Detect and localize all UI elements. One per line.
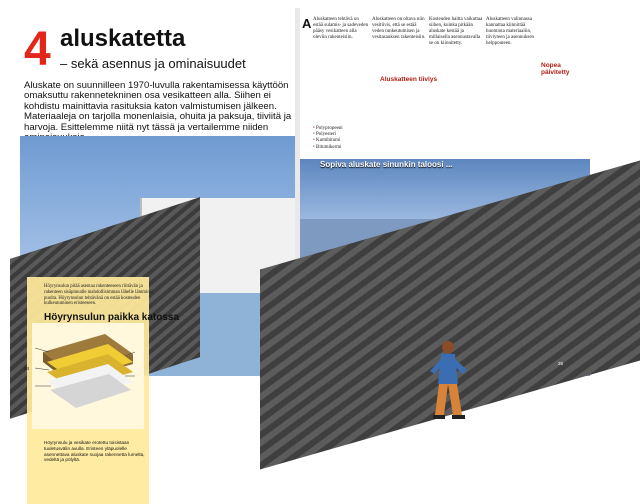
right-page-number: 25 <box>558 361 564 366</box>
lead-paragraph: Aluskate on suunnilleen 1970-luvulla rakentamisessa käyttöön omaksuttu rakennetekninen osa vesikatteen alla. Siihen ei kohdistu mainittavia rasituksia katon valmistumisen jälkeen. Materiaaleja on tarjolla monenlaisia, ohuita ja paksuja, tiiviitä ja harvoja. Esittelemme niitä nyt tässä ja vertailemme niiden <box>24 80 292 133</box>
bullet-list <box>313 126 343 151</box>
text-column-4: Aluskatteen valinnassa kannattaa kiinnittää huomiota materiaaliin, tiiviyteen ja asennuksen helppouteen. <box>486 17 535 46</box>
drop-cap: A <box>302 16 312 31</box>
left-page-number: 24 <box>24 366 30 371</box>
article-number: 4 <box>24 23 51 76</box>
subhead-nopea: Nopea päivitetty <box>541 62 570 76</box>
sidebar-body-text: Höyrynsulun pitää asentaa rakenteeseen riittävän ja rakenteen sisäpinnalle mahdollisimman lähelle lämmintä puolta. Höyrynsulun tehtävänä on estää kosteuden kulkeutuminen eristeeseen. <box>44 284 154 307</box>
bullet-item-3: • Kumibitumi <box>313 138 343 144</box>
subhead-tiivys: Aluskatteen tiiviys <box>380 76 438 83</box>
bullet-item-1: • Polypropeeni <box>313 126 343 132</box>
article-title: aluskatetta <box>60 25 186 52</box>
left-page <box>20 8 295 463</box>
left-roof-photo <box>20 136 295 463</box>
bullet-item-4: • Bitumikermi <box>313 145 343 151</box>
text-column-1: Aluskatteen tehtävä on estää sulamis- ja sadeveden pääsy vesikatteen alla oleviin rakenteisiin. <box>313 17 369 40</box>
sidebar-title: Höyrynsulun paikka katossa <box>44 312 180 323</box>
right-page <box>300 8 590 376</box>
article-subtitle: – sekä asennus ja ominaisuudet <box>60 56 246 71</box>
bullet-item-2: • Polyesteri <box>313 132 343 138</box>
text-column-2: Aluskatteen on oltava niin vesitiivis, että se estää veden tunkeutumisen ja vesitasauksen rakenteisiin. <box>372 17 426 40</box>
text-column-3: Kosteuden haitta vaikuttaa siihen, kuinka pitkään aluskate kestää ja millaisella asennustavalla se on kiinnitetty. <box>429 17 483 46</box>
photo-caption: Sopiva aluskate sinunkin taloosi ... <box>320 160 453 169</box>
roof-layer-diagram <box>35 334 139 414</box>
roofer-worker <box>424 337 472 435</box>
diagram-caption: Höyrynsulu ja vesikate erotettu toisistaan tuuletusvälin avulla. Eristeen yläpuolelle asennettava aluskate suojaa rakennetta lumelta, vedeltä ja pölyltä. <box>44 440 145 463</box>
roofer-photo <box>300 159 590 376</box>
